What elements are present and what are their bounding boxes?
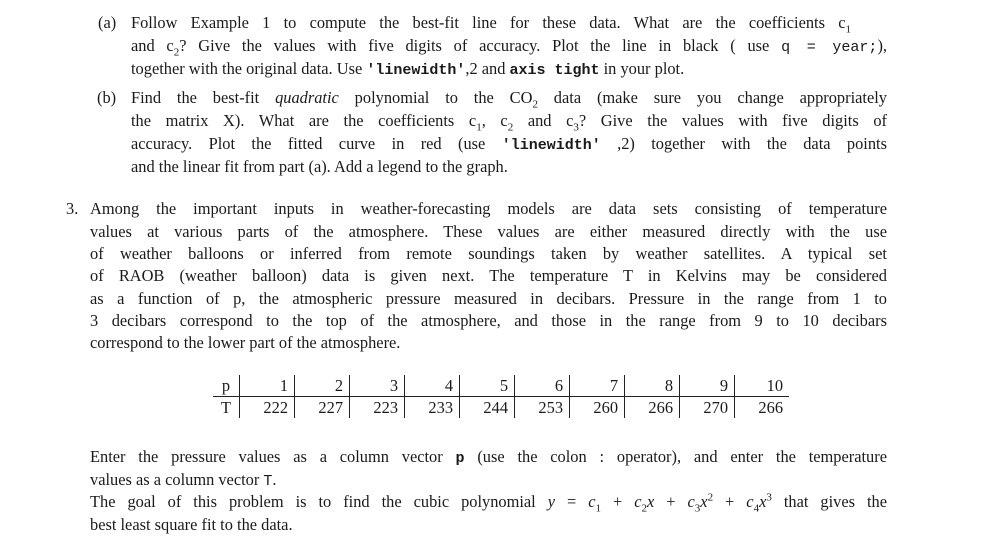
subscript-3: 3 — [573, 121, 579, 134]
table-cell: 222 — [240, 397, 295, 419]
part-b-text: data (make sure you change appropriately — [537, 88, 887, 107]
table-cell: 1 — [240, 375, 295, 397]
table-cell: 5 — [460, 375, 515, 397]
instruction-text: (use the colon — [464, 447, 600, 466]
table-cell: 223 — [350, 397, 405, 419]
table-cell: 270 — [680, 397, 735, 419]
part-b-text: polynomial to the CO — [338, 88, 533, 107]
problem-3-line-3: of weather balloons or inferred from remote soundings taken by weather satellites. A typical set — [90, 244, 887, 263]
table-cell: 233 — [405, 397, 460, 419]
row-label-p: p — [213, 375, 240, 397]
part-b-line-3 — [131, 133, 887, 157]
instruction-text: Enter the pressure values as a column vector — [90, 447, 456, 466]
pressure-temperature-table — [213, 375, 789, 418]
emphasis-quadratic: quadratic — [275, 88, 339, 107]
table-cell: 9 — [680, 375, 735, 397]
table-cell: 266 — [625, 397, 680, 419]
part-b-line-2 — [131, 110, 887, 132]
problem-3-line-5: as a function of p, the atmospheric pressure measured in decibars. Pressure in the range from 1 to — [90, 289, 887, 308]
problem-3-line-4: of RAOB (weather balloon) data is given next. The temperature T in Kelvins may be considered — [90, 266, 887, 285]
code-T: T — [263, 473, 273, 490]
subscript-1: 1 — [476, 121, 482, 134]
problem-3-line-6: 3 decibars correspond to the top of the atmosphere, and those in the range from 9 to 10 decibars — [90, 311, 887, 330]
table-cell: 6 — [515, 375, 570, 397]
cubic-equation: $y = c_1 + c_2x + c_3x^2 + c_4x^3$ — [547, 491, 772, 515]
table-cell: 253 — [515, 397, 570, 419]
part-a-text: Follow Example 1 to compute the best-fit line for these data. What are the coefficients c — [131, 13, 846, 32]
table-cell: 260 — [570, 397, 625, 419]
part-b-text: ? Give the values with five digits of — [578, 111, 887, 130]
table-cell: 244 — [460, 397, 515, 419]
part-a-text: ? Give the values with five digits of accuracy. Plot the line in black ( use — [179, 36, 782, 55]
part-a-line-2 — [131, 35, 887, 59]
colon-operator: : — [599, 447, 605, 466]
code-linewidth: 'linewidth' — [501, 137, 601, 154]
instruction-text: that gives the — [771, 492, 887, 511]
code-axis-tight: axis tight — [509, 62, 600, 79]
part-b-label: (b) — [97, 88, 117, 107]
problem-3-line-1: Among the important inputs in weather-forecasting models are data sets consisting of temperature — [90, 199, 887, 218]
part-b-text: and c — [513, 111, 574, 130]
instruction-text: . — [272, 470, 277, 489]
table-cell: 8 — [625, 375, 680, 397]
part-a-text: and c — [131, 36, 174, 55]
instructions-line-4: best least square fit to the data. — [90, 515, 293, 534]
part-a-text: in your plot. — [599, 59, 685, 78]
part-a-line-3 — [131, 58, 684, 82]
table-cell: 266 — [735, 397, 790, 419]
code-p: p — [455, 450, 465, 467]
code-linewidth: 'linewidth' — [366, 62, 466, 79]
part-a-text: together with the original data. Use — [131, 59, 367, 78]
row-label-T: T — [221, 397, 232, 417]
table-cell: 3 — [350, 375, 405, 397]
instruction-text: values as a column vector — [90, 470, 264, 489]
part-b-text: ,2) together with the data points — [600, 134, 887, 153]
table-cell: 7 — [570, 375, 625, 397]
part-b-text: , c — [481, 111, 508, 130]
part-a-text: ,2 and — [465, 59, 510, 78]
table-cell: 227 — [295, 397, 350, 419]
problem-3-line-7: correspond to the lower part of the atmosphere. — [90, 333, 401, 352]
instruction-text: operator), and enter the temperature — [604, 447, 887, 466]
part-a-line-1 — [131, 12, 851, 34]
instructions-line-1 — [90, 446, 887, 470]
part-b-line-4: and the linear fit from part (a). Add a legend to the graph. — [131, 157, 508, 176]
problem-3-line-2: values at various parts of the atmosphere. These values are either measured directly with the use — [90, 222, 887, 241]
part-b-text: the matrix X). What are the coefficients c — [131, 111, 477, 130]
instruction-text: The goal of this problem is to find the cubic polynomial — [90, 492, 548, 511]
subscript-2: 2 — [507, 121, 514, 134]
problem-3-number: 3. — [66, 199, 79, 218]
subscript-2: 2 — [532, 98, 538, 111]
subscript-2: 2 — [173, 46, 180, 59]
part-a-label: (a) — [98, 13, 117, 32]
code-q-year: q = year; — [781, 39, 878, 56]
instructions-line-2 — [90, 469, 277, 493]
part-b-line-1 — [131, 87, 887, 109]
subscript-1: 1 — [845, 23, 851, 36]
part-b-text: accuracy. Plot the fitted curve in red (use — [131, 134, 502, 153]
table-cell: 2 — [295, 375, 350, 397]
part-b-text: Find the best-fit — [131, 88, 276, 107]
table-row-T — [213, 397, 789, 419]
part-a-text: ), — [877, 36, 887, 55]
table-cell: 4 — [405, 375, 460, 397]
table-cell: 10 — [735, 375, 790, 397]
table-row-p — [213, 375, 789, 397]
instructions-line-3 — [90, 491, 887, 513]
